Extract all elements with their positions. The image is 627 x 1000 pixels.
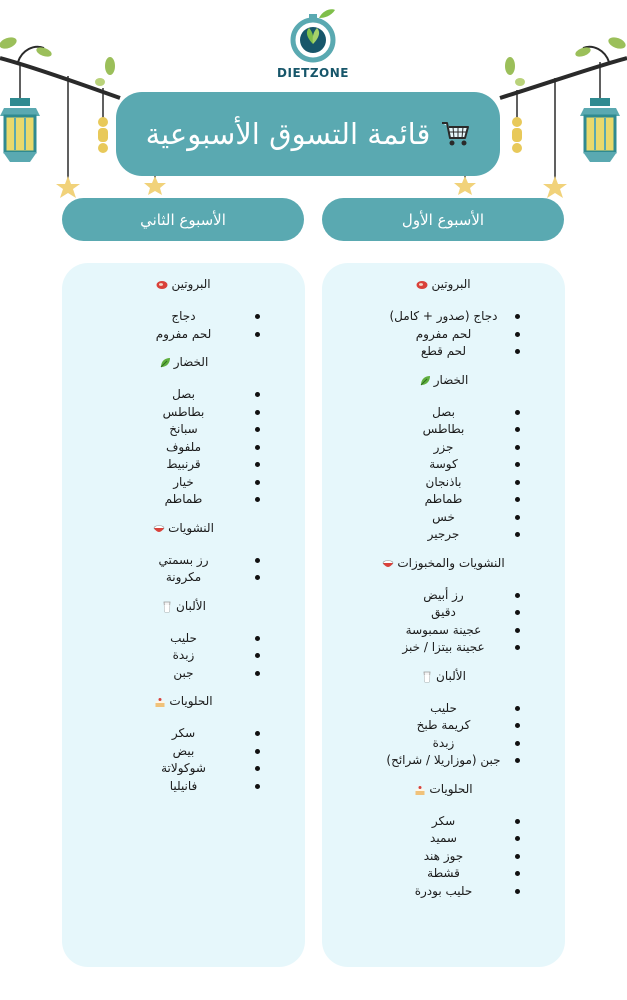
list-item	[62, 725, 305, 743]
bullet-icon	[255, 462, 260, 467]
item-list	[62, 386, 305, 509]
list-item	[322, 830, 565, 848]
list-item	[322, 474, 565, 492]
list-item-label: ملفوف	[165, 439, 202, 454]
leaf-icon-graphic	[419, 375, 431, 387]
list-item	[62, 386, 305, 404]
list-item-label: طماطم	[424, 492, 463, 506]
section-heading-label: البروتين	[431, 277, 471, 291]
bullet-icon	[255, 749, 260, 754]
bullet-icon	[255, 410, 260, 415]
list-item	[322, 404, 565, 422]
bullet-icon	[515, 445, 520, 450]
bullet-icon	[515, 889, 520, 894]
section-heading-label: النشويات والمخبوزات	[397, 555, 505, 570]
section-heading	[322, 667, 565, 685]
list-item	[62, 552, 305, 570]
section-heading	[62, 692, 305, 710]
list-item	[322, 622, 565, 640]
leaf-icon	[159, 356, 171, 368]
section	[62, 275, 305, 343]
list-item-label: عجينة بيتزا / خبز	[402, 640, 485, 654]
list-item-label: بطاطس	[162, 404, 205, 419]
week-1-header: الأسبوع الأول	[322, 198, 564, 241]
leaf-icon	[419, 374, 431, 386]
bullet-icon	[515, 854, 520, 859]
milk-glass-icon	[421, 670, 433, 682]
bullet-icon	[255, 427, 260, 432]
meat-icon	[416, 278, 428, 290]
section-heading-label: الخضار	[173, 355, 209, 369]
list-item-label: جرجير	[427, 527, 460, 541]
section-heading	[322, 554, 565, 572]
section-heading	[322, 371, 565, 389]
list-item	[62, 456, 305, 474]
bullet-icon	[515, 645, 520, 650]
bullet-icon	[515, 515, 520, 520]
rice-bowl-icon	[153, 522, 165, 534]
item-list	[62, 308, 305, 343]
item-list	[322, 308, 565, 361]
list-item-label: باذنجان	[425, 474, 462, 489]
bullet-icon	[515, 758, 520, 763]
list-item	[62, 439, 305, 457]
bullet-icon	[515, 480, 520, 485]
leaf-icon-graphic	[159, 357, 171, 369]
bullet-icon	[515, 349, 520, 354]
bullet-icon	[255, 332, 260, 337]
list-item	[322, 456, 565, 474]
bullet-icon	[515, 497, 520, 502]
bullet-icon	[515, 836, 520, 841]
list-item	[62, 665, 305, 683]
bullet-icon	[515, 741, 520, 746]
list-item	[322, 848, 565, 866]
milk-glass-icon-graphic	[421, 671, 433, 683]
bullet-icon	[255, 314, 260, 319]
list-item-label: سكر	[431, 813, 456, 828]
list-item	[322, 308, 565, 326]
list-item-label: عجينة سمبوسة	[405, 622, 482, 637]
list-item	[62, 421, 305, 439]
list-item	[322, 526, 565, 544]
list-item-label: لحم مفروم	[155, 326, 212, 341]
list-item-label: بصل	[172, 387, 195, 401]
milk-glass-icon	[161, 600, 173, 612]
bullet-icon	[515, 628, 520, 633]
rice-bowl-icon-graphic	[382, 558, 394, 570]
stopwatch-leaf-icon	[289, 8, 337, 64]
section-heading-label: النشويات	[168, 520, 214, 535]
list-item	[322, 717, 565, 735]
list-item	[322, 883, 565, 901]
meat-icon	[156, 278, 168, 290]
item-list	[322, 700, 565, 770]
section	[322, 275, 565, 361]
list-item	[62, 760, 305, 778]
list-item	[322, 735, 565, 753]
section	[322, 667, 565, 770]
page-title: قائمة التسوق الأسبوعية	[145, 117, 431, 151]
bullet-icon	[255, 671, 260, 676]
list-item-label: لحم مفروم	[415, 326, 472, 341]
list-item-label: حليب بودرة	[414, 883, 473, 898]
list-item-label: سكر	[171, 726, 196, 740]
list-item-label: حليب	[170, 630, 197, 645]
section-heading-label: الألبان	[176, 598, 206, 613]
title-banner	[116, 92, 500, 176]
bullet-icon	[515, 532, 520, 537]
item-list	[62, 630, 305, 683]
cake-icon	[414, 783, 426, 795]
list-item	[62, 647, 305, 665]
list-item	[322, 421, 565, 439]
cake-icon-graphic	[154, 696, 166, 708]
list-item	[322, 604, 565, 622]
list-item	[62, 474, 305, 492]
list-item-label: بيض	[172, 743, 195, 758]
list-item-label: زبدة	[172, 648, 195, 662]
rice-bowl-icon	[382, 557, 394, 569]
bullet-icon	[255, 445, 260, 450]
list-item-label: دجاج	[171, 309, 196, 323]
section	[62, 353, 305, 509]
section-heading	[322, 275, 565, 293]
meat-icon-graphic	[416, 279, 428, 291]
list-item	[322, 752, 565, 770]
week-2-header: الأسبوع الثاني	[62, 198, 304, 241]
list-item-label: كريمة طبخ	[416, 718, 471, 732]
bullet-icon	[515, 819, 520, 824]
list-item-label: مكرونة	[165, 570, 202, 584]
list-item-label: حليب	[430, 700, 457, 715]
list-item-label: خيار	[173, 474, 194, 489]
list-item	[62, 569, 305, 587]
list-item-label: جوز هند	[423, 848, 464, 863]
list-item-label: فانيليا	[169, 778, 198, 793]
list-item	[322, 491, 565, 509]
list-item	[322, 439, 565, 457]
list-item-label: لحم قطع	[420, 344, 467, 358]
list-item	[322, 813, 565, 831]
section-heading	[62, 597, 305, 615]
bullet-icon	[255, 497, 260, 502]
section-heading	[62, 275, 305, 293]
section-heading	[322, 780, 565, 798]
list-item-label: قرنبيط	[166, 457, 201, 471]
cake-icon-graphic	[414, 784, 426, 796]
list-item-label: خس	[432, 509, 455, 524]
meat-icon-graphic	[156, 279, 168, 291]
section	[62, 597, 305, 683]
list-item	[62, 308, 305, 326]
section-heading-label: الخضار	[433, 372, 469, 387]
bullet-icon	[515, 462, 520, 467]
bullet-icon	[515, 723, 520, 728]
list-item	[322, 509, 565, 527]
section	[62, 519, 305, 587]
list-item	[322, 326, 565, 344]
bullet-icon	[515, 427, 520, 432]
bullet-icon	[515, 410, 520, 415]
section-heading-label: الحلويات	[169, 694, 213, 708]
list-item	[322, 587, 565, 605]
list-item-label: كوسة	[429, 457, 458, 471]
section-heading-label: الألبان	[436, 668, 466, 683]
list-item-label: جزر	[433, 439, 454, 454]
brand-logo	[263, 8, 363, 88]
list-item	[322, 343, 565, 361]
item-list	[322, 404, 565, 544]
bullet-icon	[255, 731, 260, 736]
item-list	[62, 552, 305, 587]
week-2-list	[62, 263, 305, 967]
bullet-icon	[515, 332, 520, 337]
list-item-label: رز بسمتي	[158, 552, 209, 567]
list-item-label: سميد	[430, 831, 457, 845]
list-item-label: سبانخ	[169, 422, 198, 436]
list-item	[62, 778, 305, 796]
list-item-label: بطاطس	[422, 422, 465, 436]
section	[322, 554, 565, 657]
section	[62, 692, 305, 795]
item-list	[62, 725, 305, 795]
list-item-label: شوكولاتة	[161, 761, 206, 775]
bullet-icon	[515, 706, 520, 711]
rice-bowl-icon-graphic	[153, 523, 165, 535]
bullet-icon	[255, 784, 260, 789]
list-item-label: دقيق	[431, 605, 456, 619]
list-item	[322, 865, 565, 883]
list-item	[322, 639, 565, 657]
list-item-label: رز أبيض	[423, 587, 464, 602]
list-item	[62, 491, 305, 509]
item-list	[322, 813, 565, 901]
list-item-label: بصل	[432, 404, 455, 419]
list-item	[62, 630, 305, 648]
section-heading	[62, 519, 305, 537]
list-item-label: جبن	[173, 665, 194, 680]
section-heading	[62, 353, 305, 371]
section	[322, 780, 565, 901]
list-item	[62, 743, 305, 761]
list-item	[62, 404, 305, 422]
bullet-icon	[255, 653, 260, 658]
shopping-cart-icon	[440, 120, 470, 148]
bullet-icon	[255, 480, 260, 485]
list-item-label: زبدة	[432, 735, 455, 750]
item-list	[322, 587, 565, 657]
week-1-list	[322, 263, 565, 967]
cake-icon	[154, 695, 166, 707]
list-item-label: دجاج (صدور + كامل)	[389, 309, 498, 323]
bullet-icon	[515, 871, 520, 876]
milk-glass-icon-graphic	[161, 601, 173, 613]
list-item-label: قشطة	[427, 866, 460, 880]
bullet-icon	[515, 314, 520, 319]
section-heading-label: الحلويات	[429, 781, 473, 796]
bullet-icon	[255, 558, 260, 563]
bullet-icon	[255, 392, 260, 397]
list-item	[322, 700, 565, 718]
bullet-icon	[255, 766, 260, 771]
list-item	[62, 326, 305, 344]
bullet-icon	[255, 636, 260, 641]
bullet-icon	[515, 593, 520, 598]
section-heading-label: البروتين	[171, 277, 211, 291]
list-item-label: طماطم	[164, 492, 203, 506]
bullet-icon	[255, 575, 260, 580]
logo-text: DIETZONE	[277, 66, 349, 80]
list-item-label: جبن (موزاريلا / شرائح)	[386, 753, 501, 767]
section	[322, 371, 565, 544]
bullet-icon	[515, 610, 520, 615]
